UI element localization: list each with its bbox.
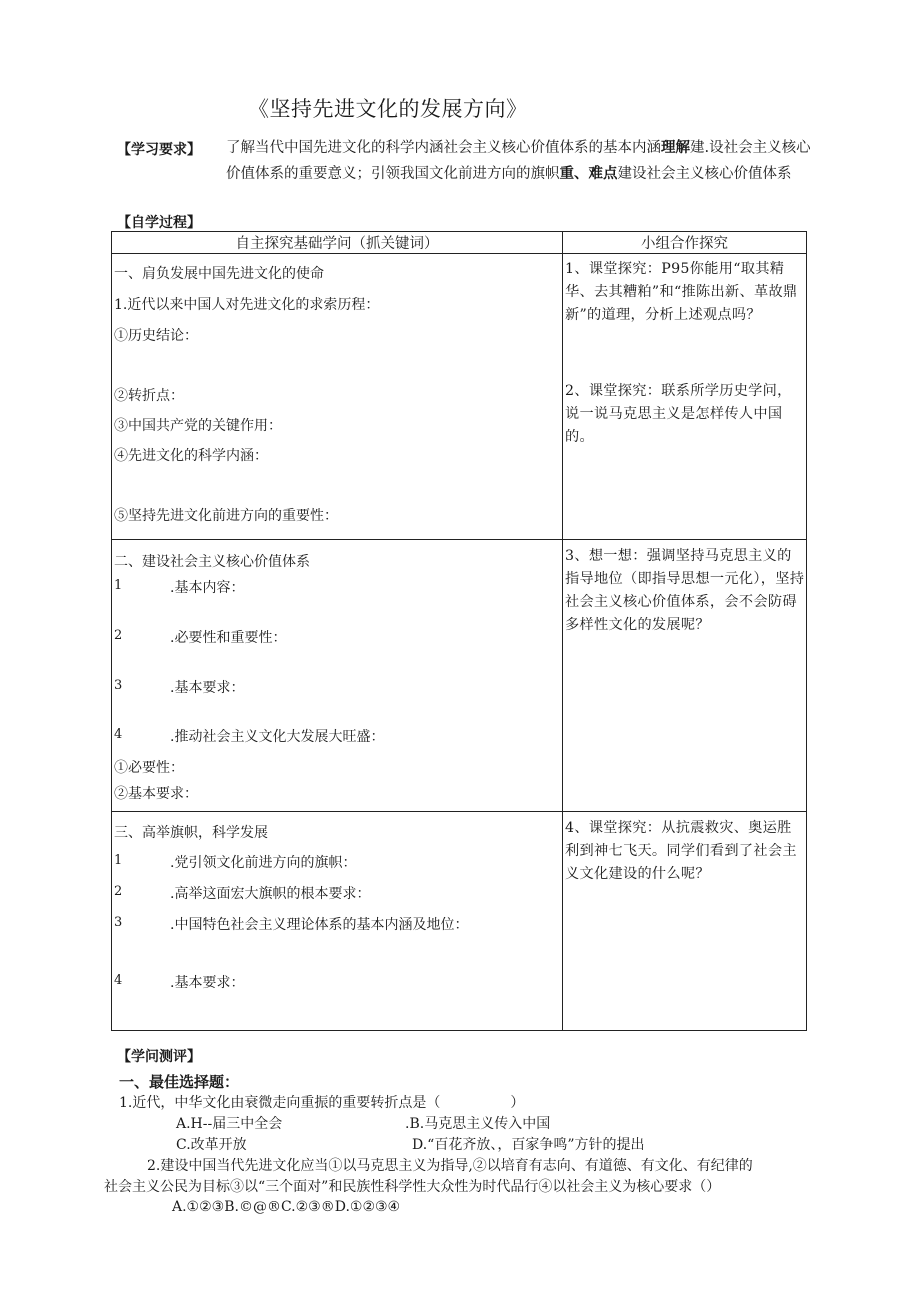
explore-3: 3、想一想：强调坚持马克思主义的指导地位（即指导思想一元化），坚持社会主义核心价值体系，会不会防碍多样性文化的发展呢？	[565, 548, 805, 633]
section2-title: 二、建设社会主义核心价值体系	[114, 554, 310, 570]
section2-num3: 3	[114, 678, 123, 693]
header-left: 自主探究基础学问（抓关键词）	[112, 232, 563, 254]
section2-num2: 2	[114, 628, 123, 643]
question-2-line2: 社会主义公民为目标③以“三个面对”和民族性科学性大众性为时代品行④以社会主义为核心要求（）	[104, 1179, 721, 1195]
section1-line6: ⑤坚持先进文化前进方向的重要性：	[114, 508, 338, 524]
question-2-line1: 2.建设中国当代先进文化应当①以马克思主义为指导,②以培育有志向、有道德、有文化、有纪律的	[147, 1158, 753, 1174]
requirements-text-c: 建设社会主义核心价值体系	[617, 166, 792, 182]
section1-right	[563, 254, 806, 539]
section3-num4: 4	[114, 973, 123, 988]
requirements-bold-b: 重、难点	[559, 166, 618, 182]
section2-item2: .必要性和重要性：	[170, 630, 287, 646]
section1-left	[112, 254, 562, 539]
section2-item3: .基本要求：	[170, 680, 245, 696]
section2-item4: .推动社会主义文化大发展大旺盛：	[170, 729, 385, 745]
requirements-text	[226, 135, 816, 187]
question-1-option-a: A.H--届三中全会	[176, 1116, 283, 1132]
section3-right	[563, 812, 806, 1030]
table-row-section3	[112, 812, 807, 1031]
section2-right	[563, 540, 806, 811]
section3-num1: 1	[114, 853, 123, 868]
requirements-bold-a: 理解	[661, 140, 690, 156]
section1-line1: 1.近代以来中国人对先进文化的求索历程：	[114, 297, 380, 313]
section1-line4: ③中国共产党的关键作用：	[114, 418, 282, 434]
page-title: 《坚持先进文化的发展方向》	[248, 97, 528, 121]
section2-sub1: ①必要性：	[114, 760, 184, 776]
self-study-table	[111, 231, 807, 1031]
self-study-label: 【自学过程】	[117, 215, 201, 231]
table-header-row	[112, 232, 807, 254]
section3-left	[112, 812, 562, 1030]
section1-line2: ①历史结论：	[114, 328, 198, 344]
section2-num4: 4	[114, 727, 123, 742]
explore-4: 4、课堂探究：从抗震救灾、奥运胜利到神七飞天。同学们看到了社会主义文化建设的什么呢？	[565, 820, 797, 882]
section2-num1: 1	[114, 578, 123, 593]
section2-item1: .基本内容：	[170, 580, 245, 596]
section1-line5: ④先进文化的科学内涵：	[114, 448, 268, 464]
explore-2: 2、课堂探究：联系所学历史学问，说一说马克思主义是怎样传人中国的。	[565, 383, 792, 445]
section1-line3: ②转折点：	[114, 388, 184, 404]
table-row-section2	[112, 540, 807, 812]
section3-item1: .党引领文化前进方向的旗帜：	[170, 855, 357, 871]
question-1-option-b: .B.马克思主义传入中国	[405, 1116, 551, 1132]
requirements-label: 【学习要求】	[117, 142, 201, 158]
section1-title: 一、肩负发展中国先进文化的使命	[114, 266, 324, 282]
question-2-options: A.①②③B.©@®C.②③®D.①②③④	[172, 1199, 401, 1215]
section3-title: 三、高举旗帜，科学发展	[114, 825, 268, 841]
header-right: 小组合作探究	[563, 232, 807, 254]
table-row-section1	[112, 254, 807, 540]
quiz-heading: 一、最佳选择题：	[119, 1073, 240, 1091]
section3-num3: 3	[114, 915, 123, 930]
section3-item3: .中国特色社会主义理论体系的基本内涵及地位：	[170, 917, 469, 933]
section3-item2: .高举这面宏大旗帜的根本要求：	[170, 886, 371, 902]
section2-left	[112, 540, 562, 811]
explore-1: 1、课堂探究：P95你能用“取其精华、去其糟粕”和“推陈出新、革故鼎新”的道理，分析上述观点吗？	[565, 261, 798, 323]
requirements-text-a: 了解当代中国先进文化的科学内涵社会主义核心价值体系的基本内涵	[226, 140, 661, 156]
section2-sub2: ②基本要求：	[114, 786, 198, 802]
question-1: 1.近代，中华文化由衰微走向重振的重要转折点是（ ）	[119, 1095, 525, 1111]
question-1-option-c: C.改革开放	[176, 1137, 247, 1153]
section3-item4: .基本要求：	[170, 975, 245, 991]
section3-num2: 2	[114, 884, 123, 899]
quiz-label: 【学问测评】	[117, 1049, 201, 1065]
requirements-text-b: 建.设社会主义核心价值体系的重要意义；引领我国文化前进方向的旗帜	[226, 140, 811, 182]
question-1-option-d: D.“百花齐放、，百家争鸣”方针的提出	[412, 1137, 645, 1153]
